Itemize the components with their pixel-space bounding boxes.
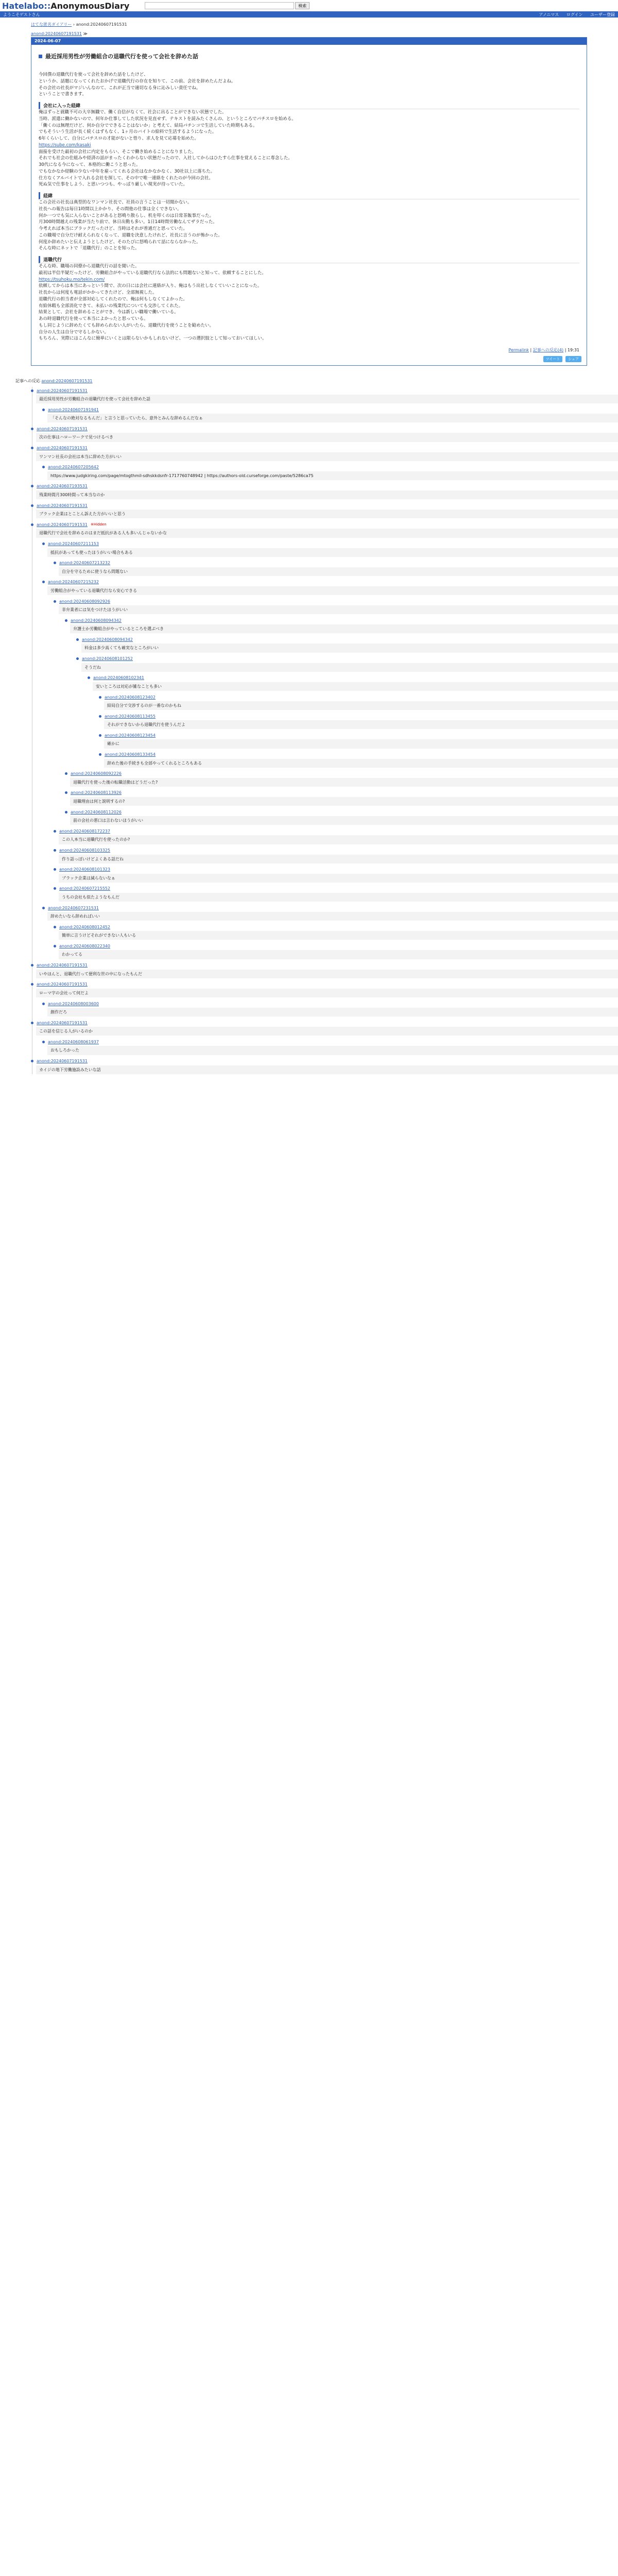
reactions-link[interactable]: 記事への反応(4) xyxy=(533,348,564,352)
reaction-text: 安いところは対応が雑なことも多い xyxy=(93,682,618,691)
reaction-id-link[interactable]: anond:20240607193531 xyxy=(37,484,88,489)
entry-paragraph: 「働くのは無理だけど、何か自分でできることはないか」と考えて、結局パチンコで生活していた時期もある。 xyxy=(39,123,258,128)
reaction-id-link[interactable]: anond:20240607191531 xyxy=(37,982,88,987)
reaction-header xyxy=(99,693,618,701)
reaction-text: 最近採用男性が労働組合の退職代行を使って会社を辞めた話 xyxy=(36,395,618,403)
reaction-header xyxy=(31,502,618,509)
reaction-header xyxy=(42,1000,618,1007)
bullet-icon xyxy=(31,1022,33,1024)
entry-paragraph: でもそういう生活が長く続くはずもなく、1ヶ月のバイトの給料で生活するようになった。 xyxy=(39,129,217,135)
reaction-id-link[interactable]: anond:20240608061937 xyxy=(48,1039,99,1044)
reaction-header xyxy=(54,598,618,605)
nav-anonymous-link[interactable]: アノニマス xyxy=(539,12,559,17)
entry-link[interactable]: https://sube.com/kasaki xyxy=(39,142,91,148)
reaction-text: 退職代行で会社を辞めるのはまだ抵抗がある人も多いんじゃないかな xyxy=(36,529,618,537)
entry-paragraph: 月300時間越えの残業が当たり前で、休日出勤も多い。1日14時間労働なんてザラだった。 xyxy=(39,219,217,225)
entry-paragraph: 退職代行の担当者が全部対応してくれたので、俺は何もしなくてよかった。 xyxy=(39,296,187,302)
logo-main: Hatelabo xyxy=(2,1,44,11)
reaction-id-link[interactable]: anond:20240607231531 xyxy=(48,905,99,910)
bullet-icon xyxy=(31,389,33,392)
search-input[interactable] xyxy=(145,2,294,9)
reaction-item xyxy=(42,540,618,557)
reaction-header xyxy=(65,770,618,777)
reaction-header xyxy=(42,406,618,413)
reaction-header xyxy=(65,617,618,624)
entry-top-link-row xyxy=(31,30,587,37)
reaction-id-link[interactable]: anond:20240608094342 xyxy=(82,637,133,642)
reaction-id-link[interactable]: anond:20240607191531 xyxy=(37,1059,88,1064)
reaction-item xyxy=(31,445,618,461)
reaction-item xyxy=(54,560,618,576)
share-button[interactable]: シェア xyxy=(565,356,581,362)
entry-title xyxy=(31,45,587,63)
reaction-text: カイジの地下労働施設みたいな話 xyxy=(36,1065,618,1074)
reaction-text: うちの会社も似たようなもんだ xyxy=(59,893,618,902)
reaction-item xyxy=(76,636,618,652)
top-bar xyxy=(0,0,618,11)
reaction-text: ワンマン社長の会社は本当に辞めた方がいい xyxy=(36,452,618,461)
reaction-header xyxy=(65,789,618,796)
reaction-item xyxy=(88,674,618,691)
entry-time: 19:31 xyxy=(567,348,579,352)
reaction-item xyxy=(31,981,618,997)
bullet-icon xyxy=(54,830,56,833)
reaction-header xyxy=(99,713,618,720)
reaction-id-link[interactable]: anond:20240607191531 xyxy=(37,503,88,508)
logo-separator: :: xyxy=(44,1,51,11)
reaction-header xyxy=(31,1058,618,1065)
reaction-header xyxy=(42,1038,618,1045)
bullet-icon xyxy=(65,772,67,775)
entry-paragraph: 6年くらいして、自分にパチスロの才能がないと悟り、求人を見て応募を始めた。 xyxy=(39,136,199,141)
reaction-id-link[interactable]: anond:20240608103325 xyxy=(59,848,110,853)
bullet-icon xyxy=(65,619,67,622)
reaction-text: おもしろかった xyxy=(47,1046,618,1055)
breadcrumb-separator: › xyxy=(73,22,75,27)
reaction-item xyxy=(31,521,618,537)
reaction-item xyxy=(99,732,618,748)
bullet-icon xyxy=(54,945,56,947)
welcome-text: ようこそゲストさん xyxy=(3,12,40,17)
reaction-id-link[interactable]: anond:20240607191531 xyxy=(37,426,88,431)
reaction-id-link[interactable]: anond:20240608123402 xyxy=(105,694,156,700)
entry-paragraph: もちろん、実際にはこんなに簡単にいくとは限らないかもしれないけど、一つの選択肢として知っておいてほしい。 xyxy=(39,336,267,342)
reaction-text: 辞めたいなら辞めればいい xyxy=(47,912,618,921)
reaction-header xyxy=(31,962,618,969)
reaction-text: 非弁業者には気をつけたほうがいい xyxy=(59,605,618,614)
entry-box xyxy=(31,37,587,366)
bullet-icon xyxy=(99,715,101,718)
reaction-item xyxy=(99,713,618,729)
bullet-icon xyxy=(42,1041,45,1043)
bullet-icon xyxy=(31,504,33,507)
bullet-icon xyxy=(88,676,90,679)
reaction-item xyxy=(54,827,618,844)
bullet-icon xyxy=(65,811,67,814)
reaction-item xyxy=(31,387,618,403)
entry-paragraph: 自分の人生は自分で守るしかない。 xyxy=(39,329,109,335)
reaction-item xyxy=(54,942,618,959)
reaction-item xyxy=(54,923,618,940)
bullet-icon xyxy=(54,562,56,564)
entry-paragraph: 最初は半信半疑だったけど、労働組合がやっている退職代行なら法的にも問題ないと知って、依頼することにした。 xyxy=(39,270,266,276)
reaction-text: この話を信じる人がいるのか xyxy=(36,1027,618,1036)
reaction-header xyxy=(54,560,618,567)
nav-register-link[interactable]: ユーザー登録 xyxy=(590,12,615,17)
reaction-id-link[interactable]: anond:20240608094342 xyxy=(71,618,122,623)
bullet-icon xyxy=(31,1060,33,1062)
entry-footer: Permalink | 記事への反応(4) | 19:31 xyxy=(508,348,579,352)
entry-paragraph: その会社の社長がマジいんなのて、これが正当で適切なる身に沁みしい責任でね。 xyxy=(39,85,201,91)
reaction-text: この人本当に退職代行を使ったのか? xyxy=(59,835,618,844)
bullet-icon xyxy=(31,447,33,449)
reaction-item xyxy=(65,617,618,633)
reaction-text: ローマ字の会社って何だよ xyxy=(36,989,618,997)
entry-title-text: 最近採用男性が労働組合の退職代行を使って会社を辞めた話 xyxy=(45,53,198,60)
entry-paragraph: 面接を受けた最初の会社に内定をもらい、そこで働き始めることになりました。 xyxy=(39,149,197,155)
entry-paragraph: そんな時、職場の同僚から退職代行の話を聞いた。 xyxy=(39,264,140,269)
bullet-icon xyxy=(76,657,79,660)
reaction-id-link[interactable]: anond:20240607205642 xyxy=(48,465,99,470)
reaction-text: 自分を守るために使うなら問題ない xyxy=(59,567,618,576)
reaction-item xyxy=(54,598,618,614)
reaction-id-link[interactable]: anond:20240608102341 xyxy=(93,675,144,681)
reaction-header xyxy=(99,751,618,758)
bullet-icon xyxy=(42,543,45,545)
reaction-header xyxy=(54,923,618,930)
reaction-text: 残業時間月300時間って本当なのか xyxy=(36,490,618,499)
share-row xyxy=(31,355,587,365)
bullet-icon xyxy=(31,485,33,487)
reaction-header xyxy=(54,942,618,950)
reaction-id-link[interactable]: anond:20240608133454 xyxy=(105,752,156,757)
reaction-item xyxy=(31,1019,618,1036)
entry-paragraph: ということで書きます。 xyxy=(39,92,87,97)
reaction-id-link[interactable]: anond:20240608101252 xyxy=(82,656,133,662)
bullet-icon xyxy=(54,868,56,871)
reaction-id-link[interactable]: anond:20240607191531 xyxy=(37,963,88,968)
entry-paragraph: 30代になる今になって、本格的に働こうと思った。 xyxy=(39,162,141,167)
reaction-header xyxy=(88,674,618,682)
reaction-item xyxy=(99,693,618,710)
reaction-item xyxy=(65,770,618,787)
reactions-heading xyxy=(15,378,618,384)
breadcrumb-home-link[interactable]: はてな匿名ダイアリー xyxy=(31,22,72,27)
bullet-icon xyxy=(31,983,33,986)
reaction-item xyxy=(31,962,618,978)
entry-paragraph: それでも社会の仕組みや経済の話がまったくわからない状態だったので、入社してからはひたすら仕事を覚えることに専念した。 xyxy=(39,156,293,161)
reaction-item xyxy=(31,502,618,518)
entry-paragraph: 社長への報告は毎日1時間以上かかり、その間他の仕事は全くできない。 xyxy=(39,206,182,212)
reaction-text: 抵抗があっても使ったほうがいい場合もある xyxy=(47,548,618,557)
reaction-id-link[interactable]: anond:20240608012452 xyxy=(59,924,110,929)
bullet-icon xyxy=(31,428,33,430)
reaction-text: 退職代行を使った後の転職活動はどうだった? xyxy=(70,778,618,787)
bullet-icon xyxy=(42,409,45,411)
reaction-header xyxy=(54,885,618,892)
reaction-id-link[interactable]: anond:20240608092926 xyxy=(59,599,110,604)
reaction-id-link[interactable]: anond:20240608101323 xyxy=(59,867,110,872)
reaction-header xyxy=(99,732,618,739)
reaction-header xyxy=(42,540,618,548)
reaction-text: 料金は多少高くても確実なところがいい xyxy=(81,643,618,652)
entry-paragraph: この会社の社長は典型的なワンマン社長で、社員の言うことは一切聞かない。 xyxy=(39,200,192,205)
reaction-header xyxy=(31,445,618,452)
reaction-text: https://www.judgkiring.com/page/mtogthmil-sdhskkdsnfr-1717760748942 | https://authors-old.curseforge.com/paste/5286ca75 xyxy=(47,471,618,480)
reaction-text: いやほんと、退職代行って便利な世の中になったもんだ xyxy=(36,970,618,978)
breadcrumb-current: anond:20240607191531 xyxy=(76,22,127,27)
reaction-header xyxy=(42,904,618,911)
reaction-header xyxy=(42,464,618,471)
section-heading: 経緯 xyxy=(39,192,579,199)
reaction-text: 退職理由は何と説明するの? xyxy=(70,797,618,806)
search-button[interactable]: 検索 xyxy=(295,2,310,9)
entry-paragraph: そんな時にネットで「退職代行」のことを知った。 xyxy=(39,246,140,251)
reaction-item xyxy=(42,406,618,422)
reaction-text: 簡単に言うけどそれができない人もいる xyxy=(59,931,618,940)
bullet-icon xyxy=(31,964,33,967)
bullet-icon xyxy=(42,907,45,909)
reaction-item xyxy=(42,579,618,595)
reaction-item xyxy=(42,1038,618,1055)
reaction-header xyxy=(31,1019,618,1026)
entry-paragraph: 当時、派遣に働かないので、何年か仕事してした状況を見直せず、テキストを読みたくさんの、というところでパチスロを始める。 xyxy=(39,116,296,122)
reaction-text: 次の仕事はハローワークで見つけるべき xyxy=(36,433,618,442)
reaction-header xyxy=(54,866,618,873)
reaction-item xyxy=(54,847,618,863)
entry-paragraph: 今考えれば本当にブラックだったけど、当時はそれが普通だと思っていた。 xyxy=(39,226,187,231)
entry-paragraph: 社長からは何度も電話がかかってきたけど、全部無視した。 xyxy=(39,290,157,295)
reaction-text: ブラック企業はとことん訴えた方がいいと思う xyxy=(36,510,618,518)
reaction-header xyxy=(31,981,618,988)
reaction-header xyxy=(31,483,618,490)
bullet-icon xyxy=(76,638,79,641)
entry-link[interactable]: https://tsuhoku.mo/tekin.com/ xyxy=(39,277,105,282)
reaction-item xyxy=(65,808,618,825)
nav-bar xyxy=(0,11,618,18)
reaction-id-link[interactable]: anond:20240607191531 xyxy=(37,1020,88,1025)
permalink-link[interactable]: Permalink xyxy=(508,348,529,352)
reaction-item xyxy=(54,885,618,902)
reaction-id-link[interactable]: anond:20240607191531 xyxy=(37,522,88,527)
reaction-tree xyxy=(31,387,618,1074)
reaction-header xyxy=(42,579,618,586)
reaction-text: 作り話っぽいけどよくある話だね xyxy=(59,855,618,863)
reaction-id-link[interactable]: anond:20240607213232 xyxy=(59,561,110,566)
reaction-text: 結局自分で交渉するのが一番なのかもね xyxy=(104,701,618,710)
entry-paragraph: 依頼してからは本当にあっという間で、次の日には会社に連絡が入り、俺はもう出社しなくていいことになった。 xyxy=(39,283,262,289)
entry-paragraph: 何度か辞めたいと伝えようとしたけど、そのたびに怒鳴られて話にならなかった。 xyxy=(39,239,201,245)
reaction-text: 辞めた後の手続きも全部やってくれるところもある xyxy=(104,759,618,768)
bullet-icon xyxy=(42,581,45,583)
bullet-icon xyxy=(54,926,56,928)
entry-paragraph: 仕方なくアルバイトで入れる会社を探して、その中で唯一連絡をくれたのが今回の会社。 xyxy=(39,175,213,181)
entry-top-link[interactable]: anond:20240607191531 xyxy=(31,31,82,36)
reaction-text: 「そんなの絶対なるもんだ」と言うと思っていたら、意外とみんな辞めるんだなぁ xyxy=(47,414,618,422)
entry-top-suffix: ≫ xyxy=(83,31,88,36)
reaction-id-link[interactable]: anond:20240607191531 xyxy=(37,388,88,393)
reaction-item xyxy=(54,866,618,883)
reaction-item xyxy=(42,1000,618,1016)
bullet-icon xyxy=(42,1003,45,1005)
reaction-item xyxy=(65,789,618,806)
bullet-icon xyxy=(54,600,56,603)
reaction-header xyxy=(65,808,618,816)
reaction-text: わかってる xyxy=(59,950,618,959)
breadcrumb xyxy=(0,18,618,27)
reaction-item xyxy=(31,425,618,442)
entry-wrapper xyxy=(31,30,587,366)
reaction-id-link[interactable]: anond:20240608003600 xyxy=(48,1001,99,1006)
reaction-id-link[interactable]: anond:20240607191531 xyxy=(37,446,88,451)
reaction-id-link[interactable]: anond:20240607215232 xyxy=(48,580,99,585)
reaction-id-link[interactable]: anond:20240608112026 xyxy=(71,809,122,815)
section-heading: 退職代行 xyxy=(39,256,579,263)
bullet-icon xyxy=(42,466,45,468)
reaction-header xyxy=(76,655,618,663)
reaction-header xyxy=(54,847,618,854)
tweet-button[interactable]: ツイート xyxy=(543,356,563,362)
entry-paragraph: もし同じように辞めたくても辞められない人がいたら、退職代行を使うことを勧めたい。 xyxy=(39,323,214,328)
reaction-text: そうだね xyxy=(81,663,618,672)
title-square-icon xyxy=(39,55,42,58)
nav-login-link[interactable]: ログイン xyxy=(566,12,583,17)
reaction-id-link[interactable]: anond:20240608092226 xyxy=(71,771,122,776)
bullet-icon xyxy=(99,753,101,756)
reaction-item xyxy=(31,483,618,499)
reaction-id-link[interactable]: anond:20240608113926 xyxy=(71,790,122,795)
reaction-text: ブラック企業は減らないなぁ xyxy=(59,874,618,883)
nav-links xyxy=(533,12,615,18)
reaction-text: 創作だろ xyxy=(47,1008,618,1016)
reaction-text: 労働組合がやっている退職代行なら安心できる xyxy=(47,586,618,595)
reaction-id-link[interactable]: anond:20240608022340 xyxy=(59,943,110,948)
reaction-id-link[interactable]: anond:20240607211153 xyxy=(48,541,99,546)
entry-paragraph: 結果として、会社を辞めることができ、今は新しい職場で働いている。 xyxy=(39,310,179,315)
bullet-icon xyxy=(54,849,56,852)
reaction-text: それができないから退職代行を使うんだよ xyxy=(104,720,618,729)
reaction-header xyxy=(76,636,618,643)
entry-paragraph: でもなかなか経験の少ない中年を雇ってくれる会社はなかなかなく、30社以上に落ちた。 xyxy=(39,168,215,174)
reaction-item xyxy=(42,464,618,480)
reaction-header xyxy=(31,521,618,528)
reaction-item xyxy=(76,655,618,672)
entry-paragraph: 俺はずっと就職不可の大卒無職で、働く自信がなくて、社会に出ることができない状態でした。 xyxy=(39,110,227,115)
reaction-id-link[interactable]: anond:20240607191941 xyxy=(48,407,99,412)
reaction-id-link[interactable]: anond:20240608123454 xyxy=(105,733,156,738)
bullet-icon xyxy=(31,523,33,526)
entry-paragraph: この職場で自分だけ耐えられなくなって、退職を決意したけれど、社長に言うのが怖かった。 xyxy=(39,232,222,238)
reaction-header xyxy=(31,425,618,432)
reaction-id-link[interactable]: anond:20240608172237 xyxy=(59,828,110,834)
entry-paragraph: 死ぬ気で仕事をしよう、と思いつつも、やっぱり厳しい現実が待っていた。 xyxy=(39,182,188,188)
reactions-heading-prefix: 記事への反応 xyxy=(15,379,40,383)
entry-date: 2024-06-07 xyxy=(31,38,587,45)
reaction-text: 確かに xyxy=(104,739,618,748)
site-logo[interactable] xyxy=(2,1,129,11)
reaction-text: 前の会社の悪口は言わないほうがいい xyxy=(70,816,618,825)
reaction-item xyxy=(99,751,618,768)
entry-paragraph: というか、話題になってくれたおかげで退職代行の存在を知りて、この前、会社を辞めたんだよね。 xyxy=(39,78,236,84)
entry-paragraph: 何か一つでも気に入らないことがあると怒鳴り散らし、机を叩くのは日常茶飯事だった。 xyxy=(39,213,214,218)
reaction-header xyxy=(54,827,618,835)
section-heading: 会社に入った経緯 xyxy=(39,102,579,109)
reaction-header xyxy=(31,387,618,394)
entry-paragraph: 有給休暇も全部消化できて、未払いの残業代についても交渉してくれた。 xyxy=(39,303,183,309)
bullet-icon xyxy=(65,791,67,794)
reaction-text: 弁護士か労働組合がやっているところを選ぶべき xyxy=(70,624,618,633)
logo-sub: AnonymousDiary xyxy=(50,1,130,11)
reaction-tag: ※Hidden xyxy=(90,522,107,527)
reaction-item xyxy=(42,904,618,921)
reactions-heading-link[interactable]: anond:20240607191531 xyxy=(41,379,93,383)
entry-body xyxy=(31,72,587,342)
bullet-icon xyxy=(99,734,101,737)
bullet-icon xyxy=(54,887,56,890)
entry-paragraph: 今回僕の退職代行を使って会社を辞めた話をしたけど、 xyxy=(39,72,148,77)
reaction-id-link[interactable]: anond:20240607215552 xyxy=(59,886,110,891)
reaction-id-link[interactable]: anond:20240608113455 xyxy=(105,714,156,719)
reaction-item xyxy=(31,1058,618,1074)
entry-paragraph: あの時退職代行を使って本当によかったと思っている。 xyxy=(39,316,148,321)
bullet-icon xyxy=(99,696,101,699)
